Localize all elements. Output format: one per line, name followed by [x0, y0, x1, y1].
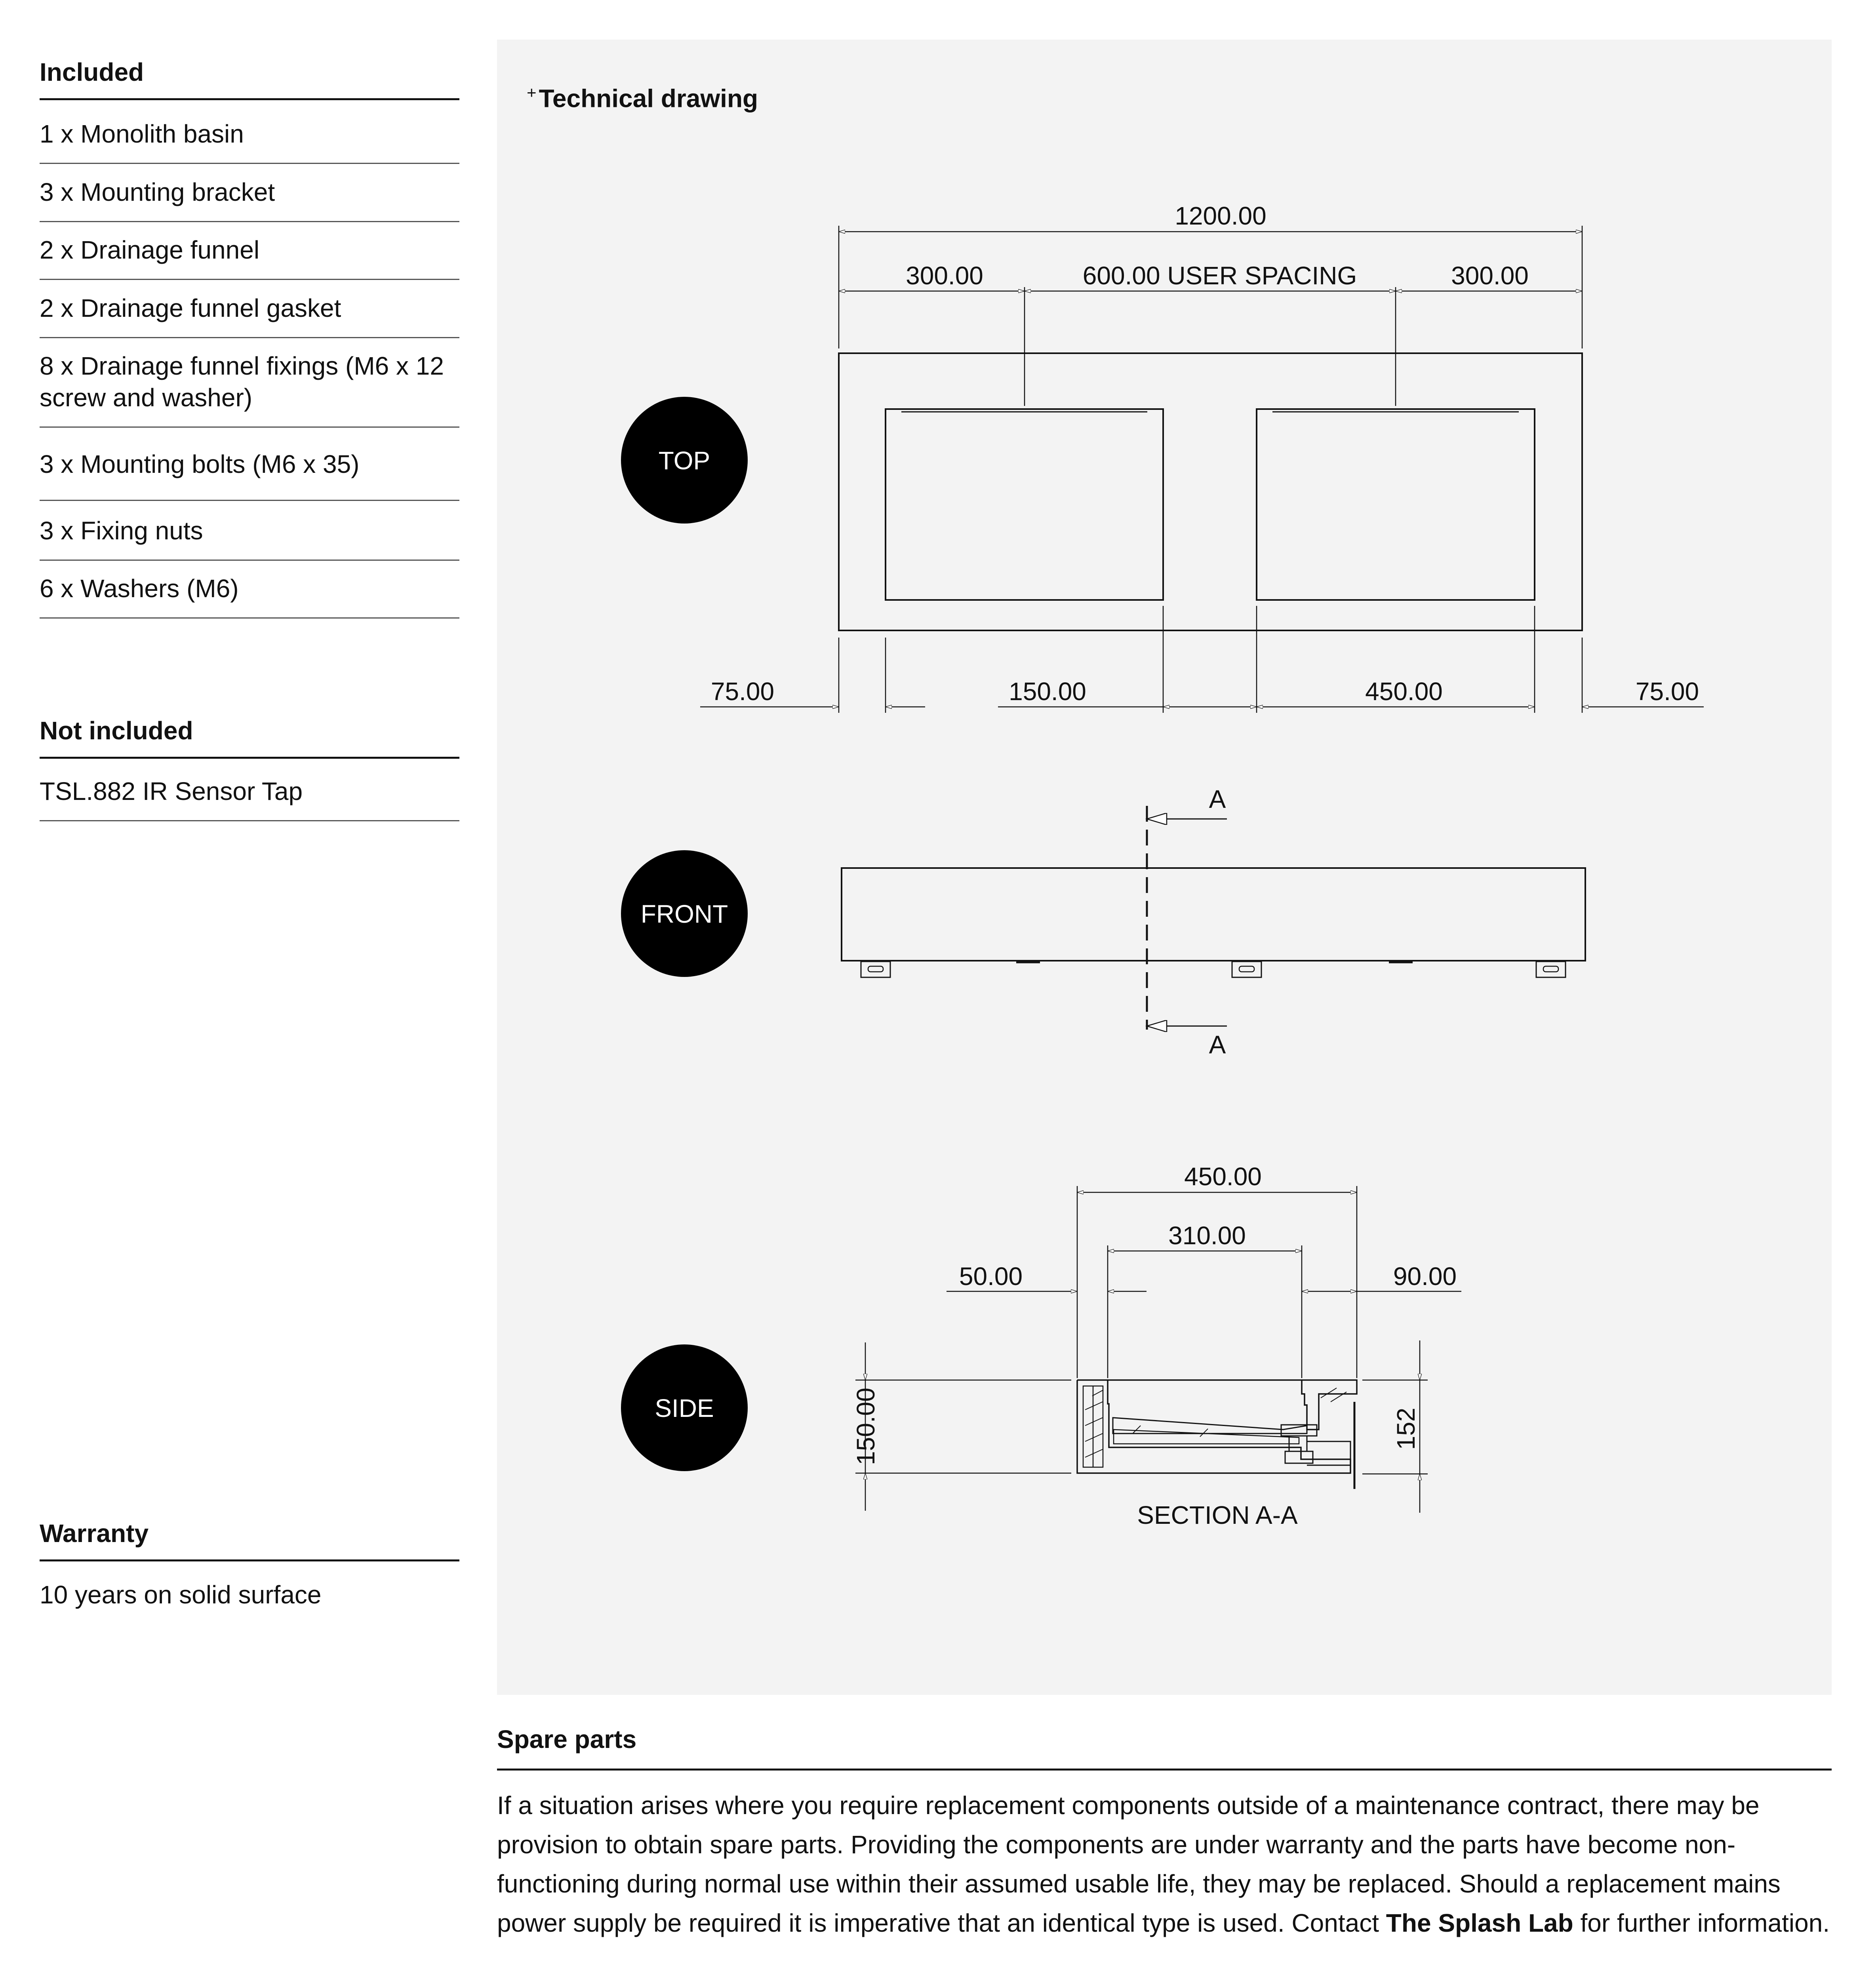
- dim-overall-width: 1200.00: [1175, 202, 1267, 230]
- warranty-text: 10 years on solid surface: [40, 1580, 322, 1609]
- view-label-top: TOP: [658, 446, 710, 475]
- list-item: 2 x Drainage funnel: [40, 234, 459, 280]
- list-item: 6 x Washers (M6): [40, 573, 459, 619]
- dim-side-back: 90.00: [1393, 1262, 1457, 1291]
- list-item: 3 x Fixing nuts: [40, 515, 459, 561]
- list-item: 3 x Mounting bolts (M6 x 35): [40, 448, 459, 501]
- dim-basin-width: 450.00: [1365, 677, 1443, 706]
- dim-user-spacing: 600.00 USER SPACING: [1082, 261, 1357, 290]
- section-marker-bottom: A: [1209, 1030, 1226, 1059]
- dim-side-bowl: 310.00: [1168, 1221, 1246, 1250]
- section-a-a-profile: [1077, 1380, 1357, 1489]
- plus-icon: +: [527, 83, 537, 102]
- not-included-heading: Not included: [40, 718, 459, 759]
- section-label: SECTION A-A: [1137, 1501, 1298, 1529]
- list-item: 1 x Monolith basin: [40, 118, 459, 164]
- dim-edge-left: 300.00: [906, 261, 983, 290]
- list-item: 2 x Drainage funnel gasket: [40, 292, 459, 338]
- dim-edge-right: 300.00: [1451, 261, 1529, 290]
- dim-gap-left: 150.00: [1009, 677, 1086, 706]
- title-text: Technical drawing: [539, 84, 758, 113]
- bowl-left: [886, 409, 1163, 600]
- spare-parts-text-main: If a situation arises where you require replacement components outside of a maintenance contract, there may be provision to obtain spare parts. Providing the components are under warranty and the parts have become non-functioning during normal use within their assumed usable life, they may be replaced. Should a replacement mains power supply be required it is imperative that an identical type is used. Contact: [497, 1791, 1781, 1937]
- technical-drawing-panel: [497, 40, 1832, 1695]
- dim-side-total-height: 152: [1392, 1407, 1420, 1450]
- spare-parts-text: [497, 1786, 1836, 1943]
- list-item: TSL.882 IR Sensor Tap: [40, 775, 459, 821]
- view-label-front: FRONT: [640, 900, 728, 928]
- warranty-heading: Warranty: [40, 1521, 459, 1561]
- dim-margin-right: 75.00: [1635, 677, 1699, 706]
- dim-margin-left: 75.00: [710, 677, 775, 706]
- dim-side-height: 150.00: [851, 1388, 880, 1465]
- bowl-right: [1257, 409, 1535, 600]
- list-item: 8 x Drainage funnel fixings (M6 x 12 screw and washer): [40, 350, 459, 428]
- brand-name: The Splash Lab: [1386, 1909, 1573, 1937]
- basin-top-outline: [839, 353, 1582, 630]
- technical-drawing: [497, 40, 1832, 1695]
- included-heading: Included: [40, 59, 459, 100]
- spare-parts-text-end: for further information.: [1580, 1909, 1830, 1937]
- spare-parts-heading: Spare parts: [497, 1727, 1832, 1771]
- basin-front-outline: [842, 868, 1585, 961]
- dim-side-front: 50.00: [959, 1262, 1023, 1291]
- section-marker-top: A: [1209, 785, 1226, 813]
- view-label-side: SIDE: [655, 1394, 714, 1422]
- dim-side-depth: 450.00: [1184, 1162, 1262, 1191]
- list-item: 3 x Mounting bracket: [40, 176, 459, 222]
